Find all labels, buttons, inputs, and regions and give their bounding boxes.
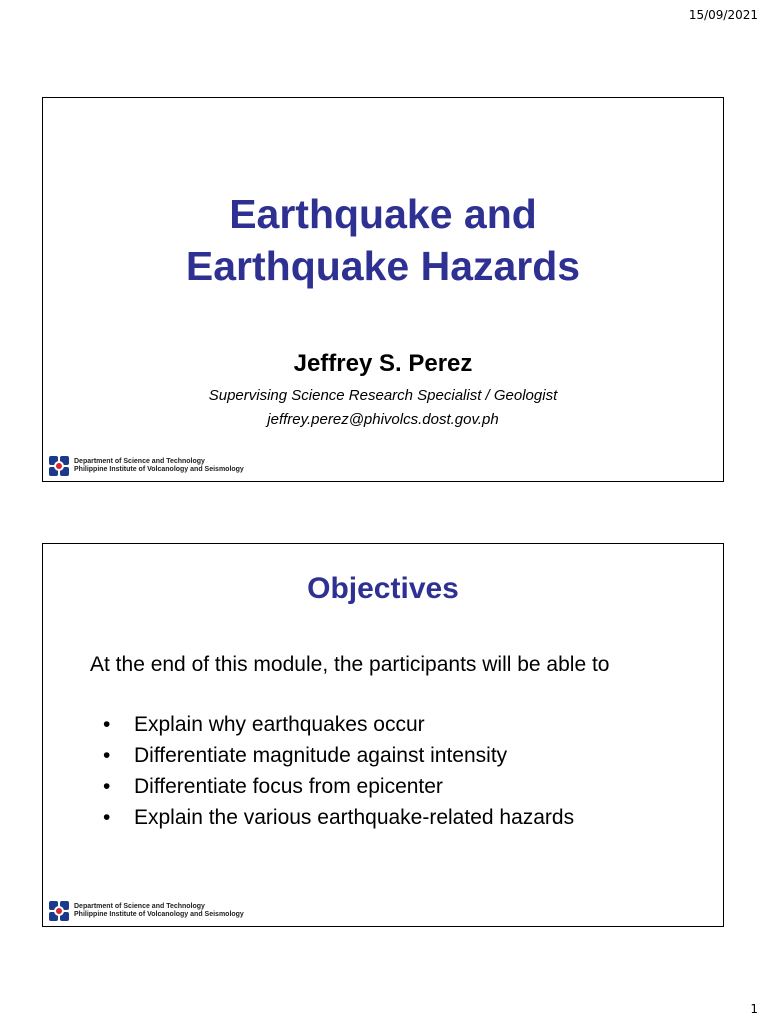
- list-item: [103, 740, 574, 771]
- objectives-slide: [42, 543, 724, 927]
- slide-footer: [48, 900, 244, 922]
- page-date: 15/09/2021: [688, 8, 758, 22]
- dost-phivolcs-logo-icon: [48, 455, 70, 477]
- objectives-list: [103, 709, 574, 833]
- footer-org-text: [74, 458, 244, 475]
- objectives-intro: At the end of this module, the participants will be able to: [90, 653, 610, 676]
- list-item-text: Explain why earthquakes occur: [134, 713, 425, 736]
- presenter-name: Jeffrey S. Perez: [293, 350, 473, 377]
- footer-org-text: [74, 903, 244, 920]
- presenter-email: jeffrey.perez@phivolcs.dost.gov.ph: [267, 411, 499, 428]
- list-item: [103, 709, 574, 740]
- footer-line-1: Department of Science and Technology: [74, 457, 205, 465]
- title-line-2: Earthquake Hazards: [185, 243, 581, 289]
- bullet-icon: •: [103, 806, 111, 829]
- footer-line-2: Philippine Institute of Volcanology and Seismology: [74, 911, 244, 918]
- bullet-icon: •: [103, 713, 111, 736]
- slide-title: Objectives: [307, 572, 459, 605]
- bullet-icon: •: [103, 775, 111, 798]
- list-item: [103, 771, 574, 802]
- bullet-icon: •: [103, 744, 111, 767]
- list-item-text: Explain the various earthquake-related hazards: [134, 806, 575, 829]
- page-number: 1: [750, 1002, 758, 1016]
- footer-line-2: Philippine Institute of Volcanology and Seismology: [74, 466, 244, 473]
- title-line-1: Earthquake and: [229, 191, 537, 237]
- footer-line-1: Department of Science and Technology: [74, 902, 205, 910]
- slide-title: [43, 188, 723, 292]
- presenter-position: Supervising Science Research Specialist / Geologist: [208, 387, 558, 404]
- slide-footer: [48, 455, 244, 477]
- list-item: [103, 802, 574, 833]
- list-item-text: Differentiate magnitude against intensity: [134, 744, 508, 767]
- title-slide: [42, 97, 724, 482]
- dost-phivolcs-logo-icon: [48, 900, 70, 922]
- list-item-text: Differentiate focus from epicenter: [134, 775, 443, 798]
